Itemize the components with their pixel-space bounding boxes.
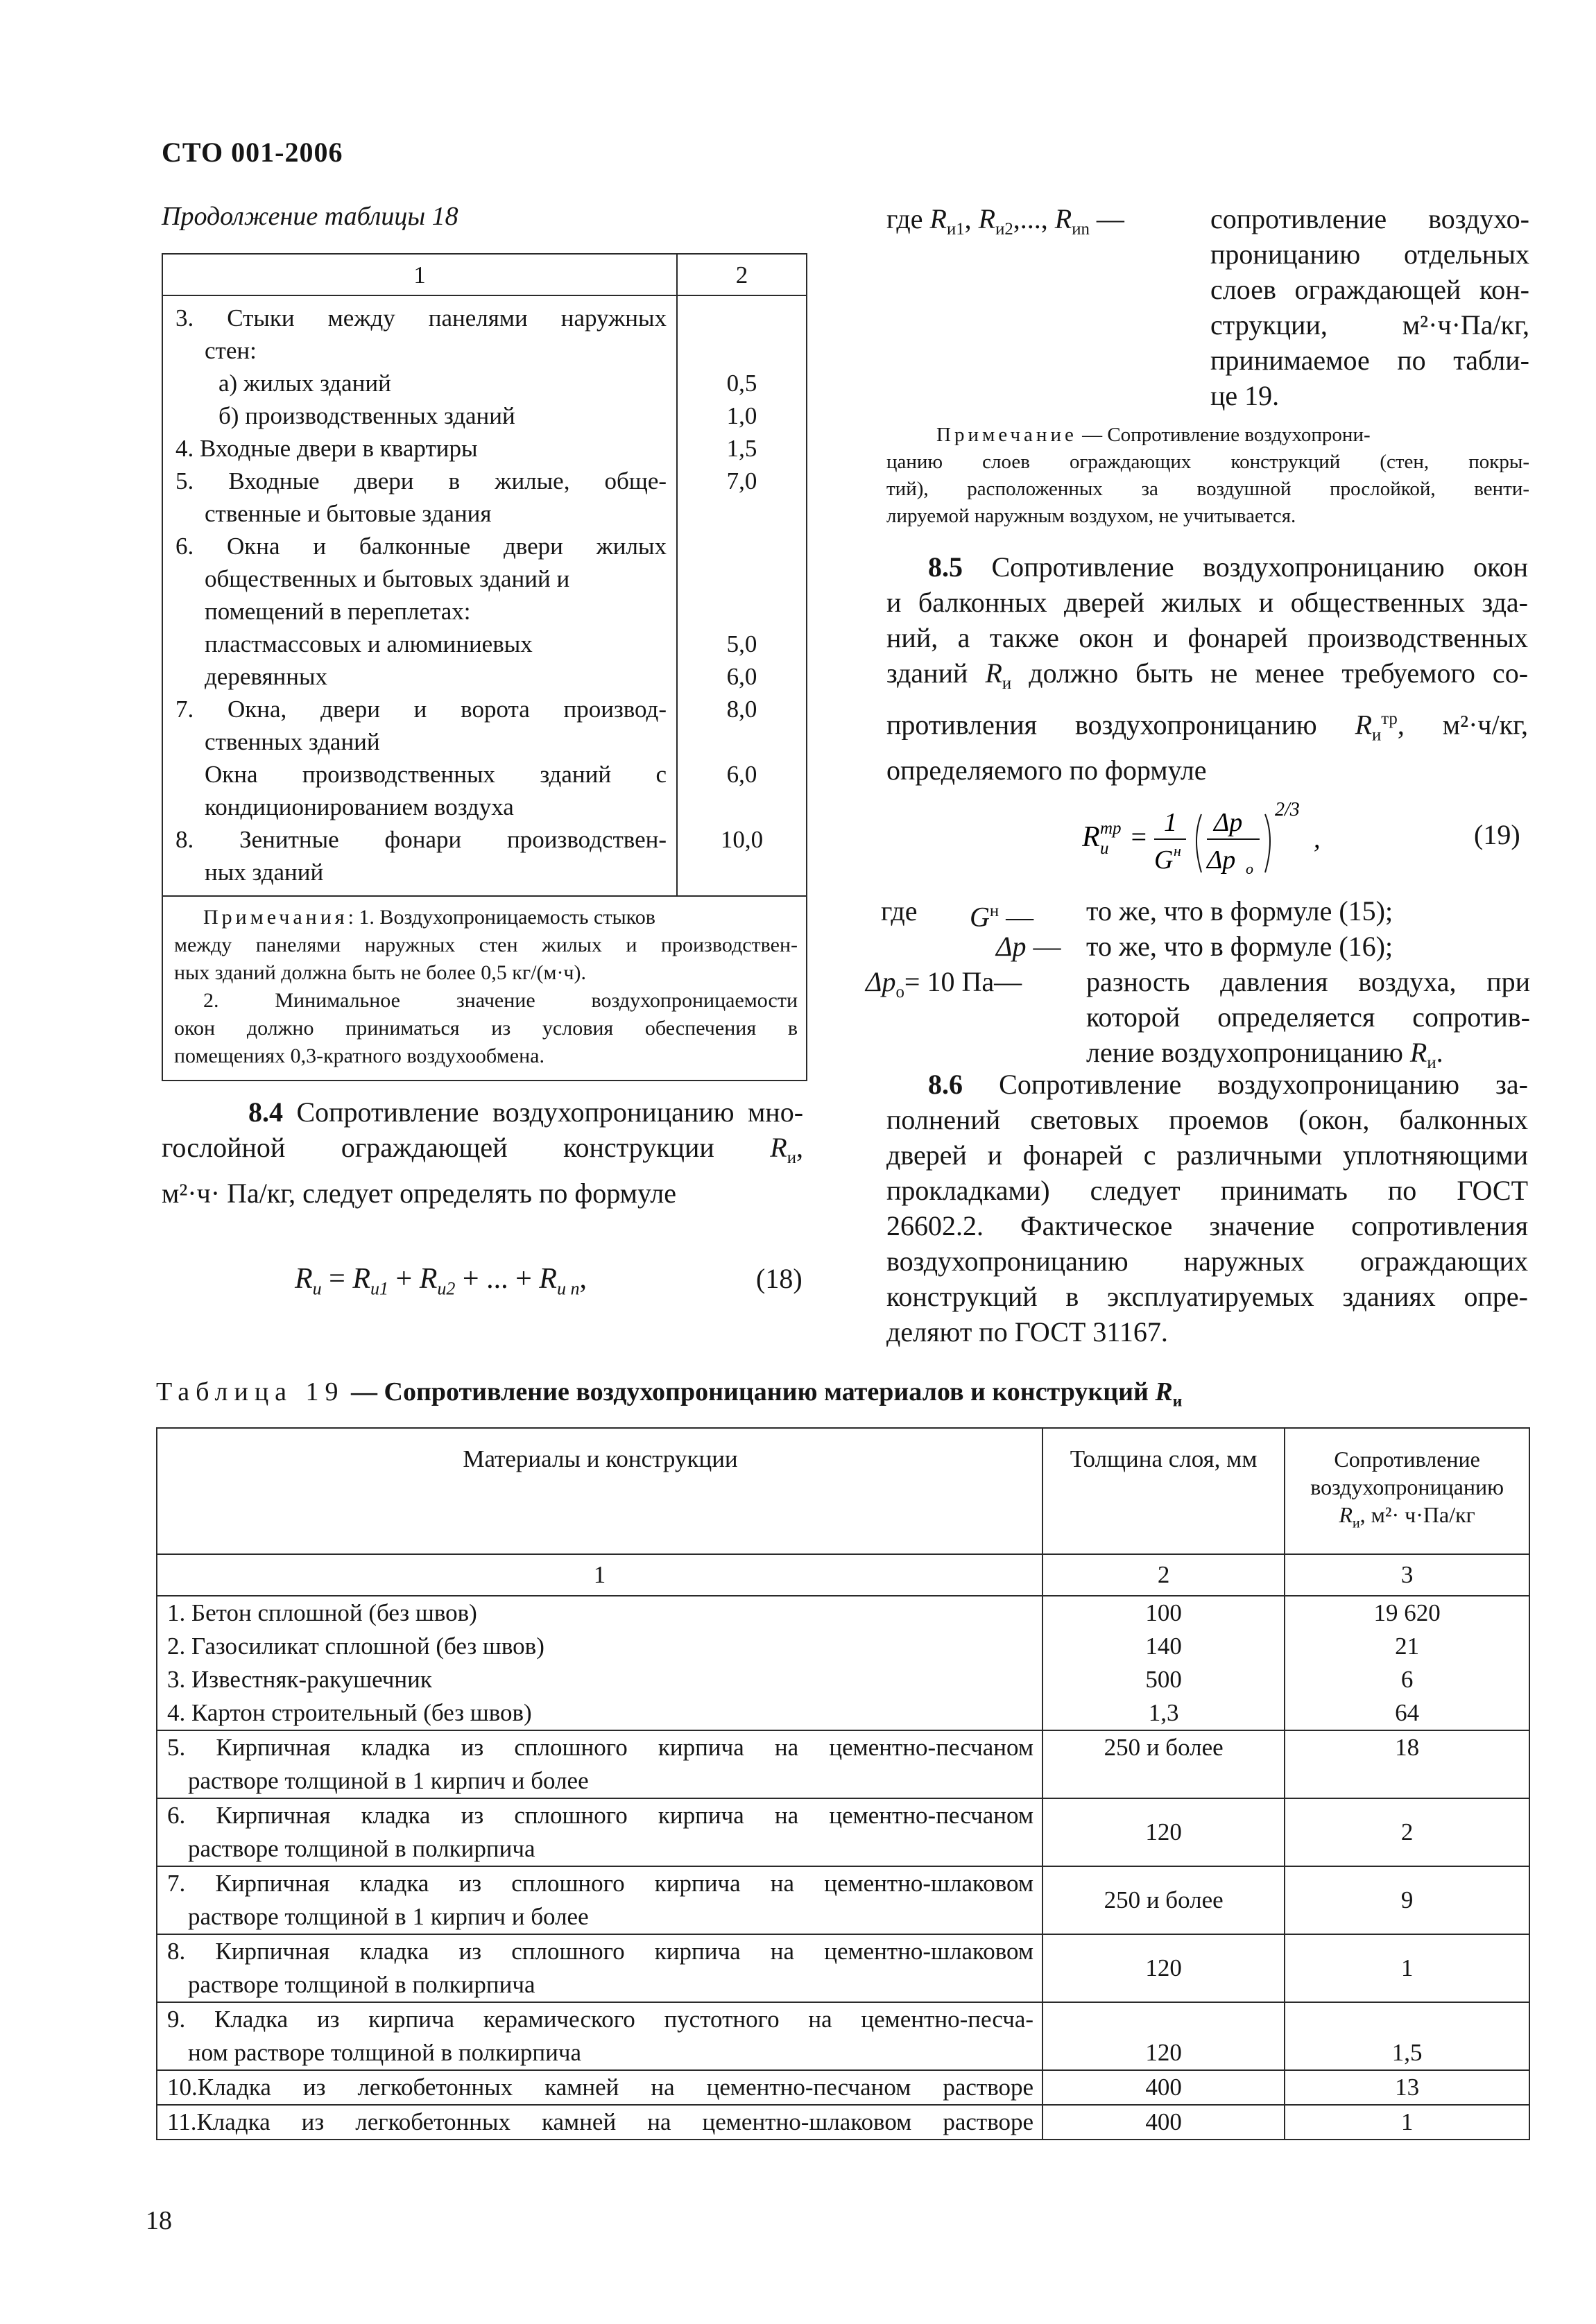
table18-value-6b: 6,0: [726, 663, 757, 690]
table18-row6a: пластмассовых и алюминиевых: [205, 630, 533, 657]
table18-row6-line2: общественных и бытовых зданий и: [205, 565, 570, 592]
where1-prefix: где: [886, 203, 923, 234]
table19-row10-text: 10.Кладка из легкобетонных камней на цементно-песчаном растворе: [167, 2074, 1034, 2101]
where2-prefix: где: [881, 895, 918, 927]
where2-item1-text: то же, что в формуле (15);: [1086, 895, 1393, 927]
where1-def-line2: проницанию отдельных: [1210, 239, 1529, 270]
table-row: [157, 1596, 1529, 1630]
table18-value-6a: 5,0: [726, 630, 757, 657]
para84-var-sub: и: [787, 1148, 796, 1167]
where1-vars: где $R_{и1}$, $R_{и2}$,..., $R_{иn}$ —: [886, 203, 1124, 239]
table19-row4-thickness: 1,3: [1042, 1696, 1285, 1730]
where2-item3-line2: которой определяется сопротив-: [1086, 1001, 1530, 1033]
table18-row7-line2: ственных зданий: [205, 728, 380, 755]
table19-header-resistance: Сопротивление воздухопроницанию $R_и$, м²· ч·Па/кг: [1285, 1428, 1529, 1554]
formula18-number: (18): [756, 1263, 803, 1294]
table-row: [157, 2105, 1529, 2140]
table18-row3b: б) производственных зданий: [218, 402, 515, 429]
table19-row7-line2: растворе толщиной в 1 кирпич и более: [188, 1903, 589, 1930]
table19-header3-line3: м²· ч·Па/кг: [1371, 1501, 1475, 1527]
where1-var3-sub: иn: [1072, 220, 1090, 239]
para86-line8: деляют по ГОСТ 31167.: [886, 1316, 1168, 1348]
table19-row1-thickness: 100: [1042, 1596, 1285, 1630]
table-row: [157, 1798, 1529, 1866]
table-row: [157, 1730, 1529, 1798]
table19-colnum-3: 3: [1285, 1554, 1529, 1596]
table18-row4: 4. Входные двери в квартиры: [175, 435, 478, 462]
para85-line4a: зданий: [886, 657, 968, 689]
formula19-lhs-sub: и: [1100, 839, 1109, 858]
svg-text:=: =: [1129, 821, 1148, 852]
table-row: [157, 1866, 1529, 1934]
where1-def-line5: принимаемое по табли-: [1210, 345, 1529, 376]
table19-row5-thickness: 250 и более: [1042, 1730, 1285, 1798]
where2-item1-sym: G: [970, 901, 990, 933]
para84-var: R: [770, 1132, 787, 1163]
table-row: [157, 1934, 1529, 2002]
table19-row2-text: 2. Газосиликат сплошной (без швов): [167, 1633, 544, 1660]
table19-row7-resistance: 9: [1285, 1866, 1529, 1934]
table19-row9-thickness: 120: [1042, 2002, 1285, 2070]
where1-def-line3: слоев ограждающей кон-: [1210, 274, 1529, 305]
table19-header-thickness: Толщина слоя, мм: [1042, 1428, 1285, 1554]
table19-label: Таблица 19: [156, 1377, 345, 1406]
para85-var2-sup: тр: [1381, 709, 1398, 728]
formula18-termn-sub: и n: [556, 1278, 580, 1299]
table18-row5-line2: ственные и бытовые здания: [205, 500, 492, 527]
table18-notes: [162, 896, 807, 1081]
para86-line6: воздухопроницанию наружных ограждающих: [886, 1246, 1528, 1277]
right-note-line2: цанию слоев ограждающих конструкций (стен, покры-: [886, 451, 1529, 473]
paragraph-8-4: [162, 1094, 803, 1211]
where2-item3-eq: = 10 Па: [904, 966, 995, 997]
table18-value-3b: 1,0: [726, 402, 757, 429]
where1-var1: R: [929, 203, 947, 234]
where2-item3-sym: Δp: [866, 966, 896, 997]
table19-title: — Сопротивление воздухопроницанию материалов и конструкций: [351, 1377, 1149, 1406]
table19-header3-var: R: [1339, 1501, 1353, 1527]
formula18-term1: R: [352, 1263, 371, 1295]
table19-row5-line2: растворе толщиной в 1 кирпич и более: [188, 1767, 589, 1794]
table19-row2-resistance: 21: [1285, 1630, 1529, 1663]
where1-def-line4: струкции, м²·ч·Па/кг,: [1210, 309, 1529, 341]
para85-line3: ний, а также окон и фонарей производственных: [886, 622, 1528, 653]
table19-header3-line1: Сопротивление: [1334, 1446, 1480, 1472]
para85-line6: определяемого по формуле: [886, 755, 1207, 786]
formula19-frac-num: 1: [1164, 808, 1177, 837]
table18-row6-line3: помещений в переплетах:: [205, 598, 471, 625]
where1-dash: —: [1096, 203, 1124, 234]
formula19-power: 2/3: [1275, 799, 1300, 820]
table-row: [157, 1696, 1529, 1730]
table19-row5-line1: 5. Кирпичная кладка из сплошного кирпича на цементно-песчаном: [167, 1734, 1034, 1761]
table19-colnum-1: 1: [157, 1554, 1042, 1596]
right-note-line1: — Сопротивление воздухопрони-: [1076, 424, 1371, 446]
para86-line4: прокладками) следует принимать по ГОСТ: [886, 1175, 1528, 1206]
formula19-number: (19): [1474, 819, 1520, 850]
para85-line1: Сопротивление воздухопроницанию окон: [991, 551, 1528, 583]
paragraph-8-6: [886, 1067, 1528, 1350]
formula18-lhs: R: [295, 1263, 313, 1295]
para85-var: R: [985, 657, 1002, 689]
para84-line1: Сопротивление воздухопроницанию мно-: [296, 1096, 804, 1128]
table18-notes-label: Примечания: [203, 906, 348, 929]
table19-row1-resistance: 19 620: [1285, 1596, 1529, 1630]
table19-row3-thickness: 500: [1042, 1663, 1285, 1696]
para85-line4b: должно быть не менее требуемого со-: [1029, 657, 1529, 689]
para85-line2: и балконных дверей жилых и общественных зда-: [886, 587, 1528, 618]
table18-row3-line2: стен:: [205, 337, 257, 364]
table18-values-cell: [677, 295, 807, 896]
table18-note1-line3: ных зданий должна быть не более 0,5 кг/(м·ч).: [174, 961, 587, 984]
table-row: [157, 1663, 1529, 1696]
table19-row1-text: 1. Бетон сплошной (без швов): [167, 1599, 477, 1626]
table19-row9-resistance: 1,5: [1285, 2002, 1529, 2070]
formula19-inner-den: Δp: [1207, 845, 1236, 875]
page-number: 18: [146, 2206, 172, 2235]
table18-note1-line1: : 1. Воздухопроницаемость стыков: [347, 906, 655, 929]
table-18: [162, 253, 807, 1081]
where1-def-line6: це 19.: [1210, 380, 1280, 411]
where2-item3-sub: о: [895, 983, 904, 1001]
para85-var-sub: и: [1002, 674, 1012, 693]
where1-var2-sub: и2: [995, 220, 1013, 239]
table19-row5-resistance: 18: [1285, 1730, 1529, 1798]
where2-block: где $G^н$ — то же, что в формуле (15); Δp — то же, что в формуле (16); $\Delta p_о= 10$ Па— разность давления воздуха, при которой определяется сопротив- ление воздухопроницанию $R_и$.: [866, 893, 1531, 1070]
formula18-termn: R: [539, 1263, 557, 1295]
where1-var2: R: [978, 203, 996, 234]
table18-row7b-line2: кондиционированием воздуха: [205, 793, 514, 820]
table18-value-8: 10,0: [720, 826, 764, 853]
table19-header-materials: Материалы и конструкции: [157, 1428, 1042, 1554]
para85-var2: R: [1355, 709, 1373, 741]
table19-row7-thickness: 250 и более: [1042, 1866, 1285, 1934]
table19-row6-thickness: 120: [1042, 1798, 1285, 1866]
formula18-lhs-sub: и: [312, 1278, 322, 1299]
where2-item2-text: то же, что в формуле (16);: [1086, 931, 1393, 962]
table19-row8-thickness: 120: [1042, 1934, 1285, 2002]
table19-row8-line2: растворе толщиной в полкирпича: [188, 1971, 535, 1998]
para85-line5a: противления воздухопроницанию: [886, 709, 1317, 741]
para86-line3: дверей и фонарей с различными уплотняющими: [886, 1139, 1528, 1171]
table-row: [157, 2002, 1529, 2070]
where1-def-line1: сопротивление воздухо-: [1210, 203, 1529, 234]
para85-var2-sub: и: [1372, 725, 1382, 745]
table18-row7b-line1: Окна производственных зданий с: [205, 761, 667, 788]
formula-18: $R_и = R_{и1} + R_{и2}$ + ... + $R_{и n}$,: [295, 1263, 587, 1299]
table19-row7-line1: 7. Кирпичная кладка из сплошного кирпича на цементно-шлаковом: [167, 1870, 1034, 1897]
where2-item3-var-sub: и: [1427, 1053, 1436, 1072]
where1-var3: R: [1054, 203, 1072, 234]
table19-row4-text: 4. Картон строительный (без швов): [167, 1699, 532, 1726]
table18-note2-line3: помещениях 0,3-кратного воздухообмена.: [174, 1044, 544, 1067]
formula18-dots: ...: [486, 1263, 508, 1295]
table18-note1-line2: между панелями наружных стен жилых и производствен-: [174, 933, 798, 956]
table19-row11-text: 11.Кладка из легкобетонных камней на цементно-шлаковом растворе: [167, 2108, 1034, 2135]
formula19-inner-num: Δp: [1214, 808, 1243, 837]
para84-line3: м²·ч· Па/кг, следует определять по формуле: [162, 1178, 676, 1209]
table19-row2-thickness: 140: [1042, 1630, 1285, 1663]
formula19-inner-den-sub: о: [1246, 860, 1253, 877]
where1-var1-sub: и1: [946, 220, 965, 239]
table19-header3-sub: и: [1353, 1515, 1360, 1531]
table18-continuation-caption: Продолжение таблицы 18: [162, 202, 458, 231]
formula19-graphic: [1082, 784, 1373, 881]
table-row: [157, 1630, 1529, 1663]
where2-item1-sup: н: [989, 902, 999, 920]
para84-var-suffix: ,: [796, 1132, 803, 1163]
where2-item3-line1: разность давления воздуха, при: [1086, 966, 1530, 997]
paragraph-8-5: [886, 549, 1528, 788]
table18-row8-line2: ных зданий: [205, 859, 324, 886]
para84-line2: гослойной ограждающей конструкции: [162, 1132, 714, 1163]
table18-col2-number: 2: [677, 254, 807, 295]
table19-row9-line1: 9. Кладка из кирпича керамического пустотного на цементно-песча-: [167, 2006, 1034, 2033]
table19-row10-thickness: 400: [1042, 2070, 1285, 2105]
table19-row6-line2: растворе толщиной в полкирпича: [188, 1835, 535, 1862]
table18-note2-line2: окон должно приниматься из условия обеспечения в: [174, 1017, 798, 1040]
table19-header3-line2: воздухопроницанию: [1310, 1474, 1504, 1499]
table19-row10-resistance: 13: [1285, 2070, 1529, 2105]
right-note-line4: лируемой наружным воздухом, не учитывается.: [886, 505, 1296, 527]
formula18-term1-sub: и1: [370, 1278, 389, 1299]
document-code: СТО 001-2006: [162, 137, 343, 168]
right-note-label: Примечание: [936, 424, 1077, 446]
table-row: [157, 2070, 1529, 2105]
table18-value-4: 1,5: [726, 435, 757, 462]
table19-title-var: R: [1155, 1377, 1173, 1406]
para85-line5b: , м²·ч/кг,: [1397, 709, 1528, 741]
table18-value-7b: 6,0: [726, 761, 757, 788]
formula19-frac-den-sup: н: [1174, 842, 1181, 859]
right-note-line3: тий), расположенных за воздушной прослойкой, венти-: [886, 478, 1529, 500]
table18-col1-number: 1: [162, 254, 677, 295]
para86-line2: полнений световых проемов (окон, балконных: [886, 1104, 1528, 1135]
formula-19: [1082, 784, 1373, 888]
table19-row6-resistance: 2: [1285, 1798, 1529, 1866]
para86-number: 8.6: [928, 1069, 963, 1100]
table18-row6-line1: 6. Окна и балконные двери жилых: [175, 533, 667, 560]
table18-row7-line1: 7. Окна, двери и ворота производ-: [175, 696, 667, 723]
table19-row8-line1: 8. Кирпичная кладка из сплошного кирпича на цементно-шлаковом: [167, 1938, 1034, 1965]
table18-row3a: а) жилых зданий: [218, 370, 391, 397]
table19-caption: [156, 1377, 1182, 1411]
table19-colnum-2: 2: [1042, 1554, 1285, 1596]
table18-value-5: 7,0: [726, 467, 757, 494]
table19-row3-text: 3. Известняк-ракушечник: [167, 1666, 432, 1693]
table19-row11-thickness: 400: [1042, 2105, 1285, 2140]
table18-value-3a: 0,5: [726, 370, 757, 397]
table19-row9-line2: ном растворе толщиной в полкирпича: [188, 2039, 581, 2066]
formula19-lhs-sup: тр: [1100, 819, 1122, 838]
para86-line7: конструкций в эксплуатируемых зданиях опре-: [886, 1281, 1528, 1312]
table18-value-7: 8,0: [726, 696, 757, 723]
table18-row3-line1: 3. Стыки между панелями наружных: [175, 304, 667, 332]
table18-note2-line1: 2. Минимальное значение воздухопроницаемости: [203, 989, 798, 1012]
table-19: [156, 1427, 1530, 2140]
para86-line5: 26602.2. Фактическое значение сопротивления: [886, 1210, 1528, 1241]
table19-row3-resistance: 6: [1285, 1663, 1529, 1696]
formula19-frac-den: G: [1154, 845, 1174, 875]
formula19-lhs: R: [1082, 821, 1100, 853]
table18-row5-line1: 5. Входные двери в жилые, обще-: [175, 467, 667, 494]
where1-definition: [1210, 201, 1529, 413]
right-note: [886, 422, 1529, 530]
table19-row6-line1: 6. Кирпичная кладка из сплошного кирпича на цементно-песчаном: [167, 1802, 1034, 1829]
table19-row11-resistance: 1: [1285, 2105, 1529, 2140]
where2-item3-var: R: [1409, 1037, 1427, 1068]
table18-items-cell: [162, 295, 677, 896]
where2-item2-sym: Δp: [996, 931, 1027, 962]
where2-item3-line3: ление воздухопроницанию: [1086, 1037, 1403, 1068]
table18-row6b: деревянных: [205, 663, 328, 690]
para86-line1: Сопротивление воздухопроницанию за-: [999, 1069, 1529, 1100]
formula19-comma: ,: [1314, 825, 1321, 854]
table19-row4-resistance: 64: [1285, 1696, 1529, 1730]
table19-row8-resistance: 1: [1285, 1934, 1529, 2002]
table19-title-sub: и: [1172, 1392, 1183, 1411]
formula18-term2-sub: и2: [437, 1278, 456, 1299]
para85-number: 8.5: [928, 551, 963, 583]
para84-number: 8.4: [248, 1096, 283, 1128]
table18-row8-line1: 8. Зенитные фонари производствен-: [175, 826, 667, 853]
formula18-term2: R: [419, 1263, 438, 1295]
